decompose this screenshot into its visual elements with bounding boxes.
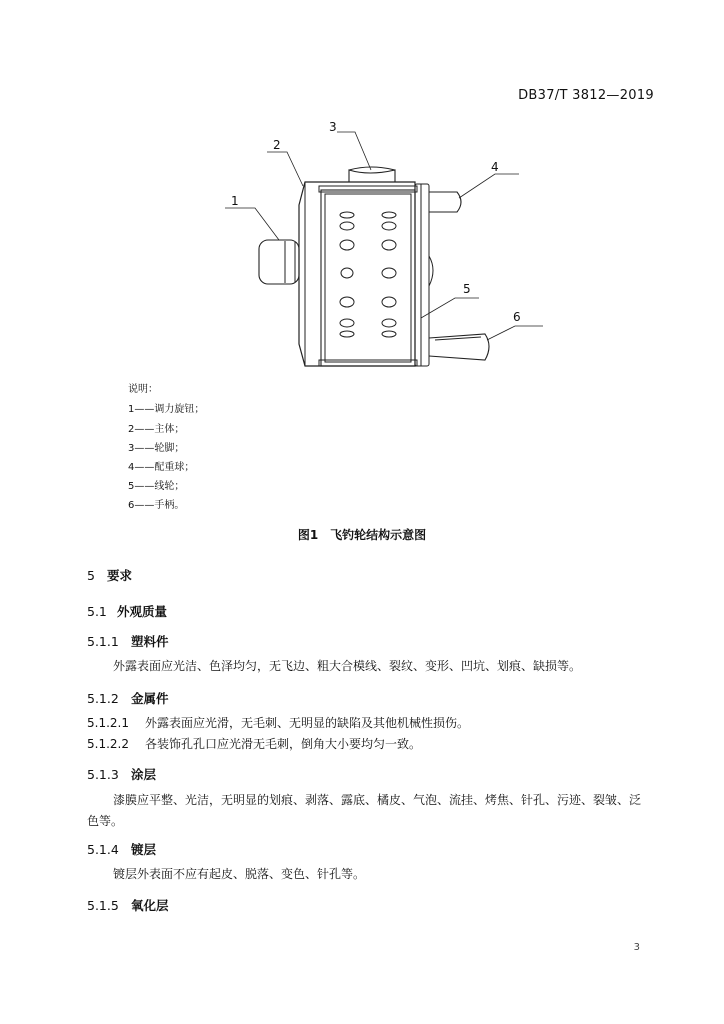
section-heading xyxy=(87,840,156,858)
legend-item: 2——主体； xyxy=(128,424,185,435)
section-heading xyxy=(87,765,156,783)
section-heading xyxy=(87,566,132,584)
clause xyxy=(87,735,687,752)
clause xyxy=(87,714,687,731)
callout-5: 5 xyxy=(463,282,471,296)
section-number: 5.1.4 xyxy=(87,842,119,857)
counterweight-shape xyxy=(429,192,461,212)
legend-item: 1——调力旋钮； xyxy=(128,404,205,415)
clause-number: 5.1.2.1 xyxy=(87,716,129,730)
callout-2: 2 xyxy=(273,138,281,152)
clause-number: 5.1.2.2 xyxy=(87,737,129,751)
spool-shape xyxy=(321,190,415,366)
section-heading xyxy=(87,632,169,650)
section-title: 塑料件 xyxy=(131,634,169,649)
legend-item: 3——轮脚； xyxy=(128,443,185,454)
section-title: 涂层 xyxy=(131,767,157,782)
paragraph: 外露表面应光洁、色泽均匀，无飞边、粗大合模线、裂纹、变形、凹坑、划痕、缺损等。 xyxy=(113,659,582,673)
figure-caption: 图1 飞钓轮结构示意图 xyxy=(297,528,427,542)
paragraph: 漆膜应平整、光洁，无明显的划痕、剥落、露底、橘皮、气泡、流挂、烤焦、针孔、污迹、裂皱、泛色等。 xyxy=(87,793,642,828)
legend-item: 6——手柄。 xyxy=(128,500,185,511)
reel-diagram xyxy=(225,120,555,370)
reel-foot-shape xyxy=(349,170,395,182)
callout-4: 4 xyxy=(491,160,499,174)
section-number: 5.1.3 xyxy=(87,767,119,782)
section-title: 金属件 xyxy=(131,691,169,706)
section-title: 氧化层 xyxy=(131,898,169,913)
document-code: DB37/T 3812—2019 xyxy=(518,88,654,103)
section-number: 5.1 xyxy=(87,604,107,619)
handle-shape xyxy=(429,334,489,360)
callout-1: 1 xyxy=(231,194,239,208)
section-number: 5.1.1 xyxy=(87,634,119,649)
page-number: 3 xyxy=(633,942,640,953)
section-number: 5 xyxy=(87,568,95,583)
section-heading xyxy=(87,689,169,707)
paragraph: 镀层外表面不应有起皮、脱落、变色、针孔等。 xyxy=(113,867,366,881)
legend-title: 说明： xyxy=(128,384,158,395)
section-heading xyxy=(87,602,167,620)
clause-text: 各装饰孔孔口应光滑无毛刺，倒角大小要均匀一致。 xyxy=(145,737,422,751)
callout-3: 3 xyxy=(329,120,337,134)
section-number: 5.1.5 xyxy=(87,898,119,913)
section-title: 要求 xyxy=(107,568,133,583)
spool-holes xyxy=(340,212,396,337)
legend-item: 4——配重球； xyxy=(128,462,195,473)
clause-text: 外露表面应光滑，无毛刺、无明显的缺陷及其他机械性损伤。 xyxy=(145,716,470,730)
section-heading xyxy=(87,896,169,914)
callout-6: 6 xyxy=(513,310,521,324)
main-body-shape xyxy=(299,182,415,366)
section-title: 外观质量 xyxy=(117,604,168,619)
section-title: 镀层 xyxy=(131,842,157,857)
adjust-knob-shape xyxy=(259,240,299,284)
section-number: 5.1.2 xyxy=(87,691,119,706)
legend-item: 5——线轮； xyxy=(128,481,185,492)
